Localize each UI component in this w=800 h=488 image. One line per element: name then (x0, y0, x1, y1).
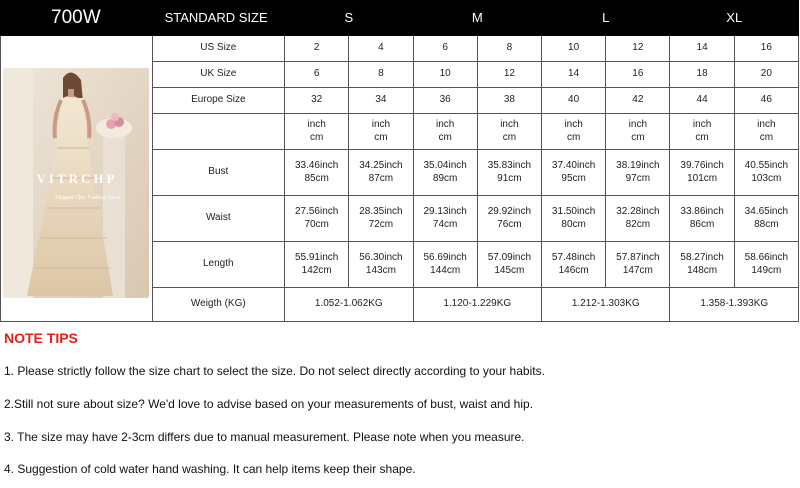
bust-cell (349, 150, 413, 196)
weight-cell-l: 1.212-1.303KG (542, 288, 670, 322)
bust-inch: 35.04inch (423, 160, 467, 171)
bust-inch: 37.40inch (551, 160, 596, 171)
waist-inch: 29.92inch (487, 206, 532, 217)
waist-cell (734, 196, 798, 242)
unit-cm: cm (695, 131, 709, 143)
length-cm: 142cm (301, 264, 332, 276)
unit-inch: inch (757, 119, 776, 130)
europe-size-cell: 34 (349, 88, 413, 114)
unit-cell (413, 114, 477, 150)
unit-cm: cm (631, 131, 645, 143)
length-cm: 146cm (558, 264, 589, 276)
header-row (1, 1, 799, 36)
length-cell (606, 242, 670, 288)
us-size-cell: 4 (349, 36, 413, 62)
length-inch: 55.91inch (294, 252, 339, 263)
weight-cell-xl: 1.358-1.393KG (670, 288, 799, 322)
length-cell (413, 242, 477, 288)
unit-cell (670, 114, 734, 150)
size-m: M (413, 1, 541, 36)
brand-tagline: Elegant Chic Fashion Store (55, 195, 121, 201)
waist-cell (349, 196, 413, 242)
waist-cell (477, 196, 541, 242)
unit-cm: cm (759, 131, 774, 143)
unit-inch: inch (307, 119, 326, 130)
size-l: L (542, 1, 670, 36)
length-cell (734, 242, 798, 288)
waist-cm: 74cm (432, 218, 458, 230)
unit-inch: inch (435, 119, 455, 130)
bust-cm: 87cm (368, 172, 394, 184)
uk-size-cell: 8 (349, 62, 413, 88)
note-item-4: 4. Suggestion of cold water hand washing. It can help items keep their shape. (4, 462, 416, 476)
uk-size-cell: 14 (542, 62, 606, 88)
bust-cell (477, 150, 541, 196)
unit-cell (606, 114, 670, 150)
waist-cell (606, 196, 670, 242)
us-size-cell: 10 (542, 36, 606, 62)
length-inch: 56.30inch (359, 252, 403, 263)
waist-inch: 34.65inch (744, 206, 789, 217)
unit-inch: inch (692, 119, 712, 130)
uk-size-cell: 16 (606, 62, 670, 88)
waist-cell (413, 196, 477, 242)
length-inch: 56.69inch (423, 252, 467, 263)
length-cell (349, 242, 413, 288)
length-label: Length (152, 242, 284, 288)
length-cm: 147cm (622, 264, 653, 276)
waist-cm: 82cm (625, 218, 651, 230)
unit-inch: inch (371, 119, 391, 130)
uk-size-cell: 10 (413, 62, 477, 88)
us-size-cell: 6 (413, 36, 477, 62)
waist-inch: 29.13inch (423, 206, 467, 217)
weight-label: Weigth (KG) (152, 288, 284, 322)
length-cm: 143cm (365, 264, 396, 276)
bust-cell (285, 150, 349, 196)
bust-cm: 97cm (625, 172, 651, 184)
waist-cell (542, 196, 606, 242)
waist-cell (670, 196, 734, 242)
bust-cell (542, 150, 606, 196)
waist-cm: 86cm (689, 218, 715, 230)
waist-inch: 28.35inch (359, 206, 403, 217)
unit-cell (349, 114, 413, 150)
unit-cell (285, 114, 349, 150)
bust-cell (413, 150, 477, 196)
bust-label: Bust (152, 150, 284, 196)
unit-cm: cm (502, 131, 517, 143)
unit-cm: cm (566, 131, 581, 143)
weight-cell-m: 1.120-1.229KG (413, 288, 541, 322)
europe-size-cell: 38 (477, 88, 541, 114)
us-size-cell: 14 (670, 36, 734, 62)
bust-cell (734, 150, 798, 196)
product-photo-cell (1, 36, 153, 322)
bust-cm: 91cm (497, 172, 522, 184)
bust-cm: 103cm (751, 172, 782, 184)
unit-inch: inch (628, 119, 648, 130)
bust-inch: 40.55inch (744, 160, 789, 171)
note-item-1: 1. Please strictly follow the size chart to select the size. Do not select directly according to your habits. (4, 364, 545, 378)
us-size-cell: 2 (285, 36, 349, 62)
weight-cell-s: 1.052-1.062KG (285, 288, 413, 322)
bust-inch: 35.83inch (487, 160, 532, 171)
length-inch: 57.09inch (487, 252, 532, 263)
length-cell (477, 242, 541, 288)
note-item-2: 2.Still not sure about size? We'd love to advise based on your measurements of bust, waist and hip. (4, 397, 534, 411)
europe-size-cell: 32 (285, 88, 349, 114)
length-inch: 58.66inch (744, 252, 789, 263)
unit-cell (734, 114, 798, 150)
length-cm: 148cm (687, 264, 718, 276)
us-size-label: US Size (152, 36, 284, 62)
bust-inch: 34.25inch (359, 160, 403, 171)
us-size-cell: 16 (734, 36, 798, 62)
uk-size-cell: 12 (477, 62, 541, 88)
size-xl: XL (670, 1, 799, 36)
size-s: S (285, 1, 413, 36)
bust-cell (606, 150, 670, 196)
europe-size-cell: 42 (606, 88, 670, 114)
europe-size-cell: 36 (413, 88, 477, 114)
length-inch: 57.48inch (551, 252, 596, 263)
brand-code: 700W (1, 1, 153, 36)
bust-cm: 85cm (304, 172, 329, 184)
us-size-cell: 8 (477, 36, 541, 62)
note-item-3: 3. The size may have 2-3cm differs due to manual measurement. Please note when you measure. (4, 430, 525, 444)
length-cm: 145cm (494, 264, 525, 276)
bust-cm: 95cm (561, 172, 586, 184)
waist-cell (285, 196, 349, 242)
waist-inch: 27.56inch (294, 206, 339, 217)
europe-size-cell: 40 (542, 88, 606, 114)
units-label (152, 114, 284, 150)
waist-cm: 88cm (754, 218, 779, 230)
standard-size-label: STANDARD SIZE (152, 1, 284, 36)
length-inch: 57.87inch (616, 252, 660, 263)
unit-cell (477, 114, 541, 150)
length-cell (542, 242, 606, 288)
waist-cm: 76cm (497, 218, 522, 230)
europe-size-label: Europe Size (152, 88, 284, 114)
waist-inch: 32.28inch (616, 206, 660, 217)
length-cm: 144cm (430, 264, 461, 276)
us-size-row (1, 36, 799, 62)
waist-cm: 72cm (368, 218, 394, 230)
waist-label: Waist (152, 196, 284, 242)
bust-cm: 89cm (432, 172, 458, 184)
unit-cm: cm (438, 131, 452, 143)
bust-inch: 33.46inch (294, 160, 339, 171)
europe-size-cell: 46 (734, 88, 798, 114)
bust-inch: 39.76inch (680, 160, 724, 171)
uk-size-cell: 20 (734, 62, 798, 88)
bust-cm: 101cm (687, 172, 718, 184)
us-size-cell: 12 (606, 36, 670, 62)
length-cm: 149cm (751, 264, 782, 276)
unit-cm: cm (374, 131, 388, 143)
unit-inch: inch (500, 119, 519, 130)
uk-size-cell: 6 (285, 62, 349, 88)
unit-inch: inch (564, 119, 583, 130)
waist-inch: 33.86inch (680, 206, 724, 217)
unit-cm: cm (309, 131, 324, 143)
europe-size-cell: 44 (670, 88, 734, 114)
uk-size-label: UK Size (152, 62, 284, 88)
waist-cm: 70cm (304, 218, 329, 230)
note-tips-title: NOTE TIPS (4, 330, 78, 346)
length-cell (285, 242, 349, 288)
bust-inch: 38.19inch (616, 160, 660, 171)
waist-cm: 80cm (561, 218, 586, 230)
length-inch: 58.27inch (680, 252, 724, 263)
brand-watermark: VITRCHP (36, 171, 118, 186)
uk-size-cell: 18 (670, 62, 734, 88)
bust-cell (670, 150, 734, 196)
waist-inch: 31.50inch (551, 206, 596, 217)
unit-cell (542, 114, 606, 150)
length-cell (670, 242, 734, 288)
